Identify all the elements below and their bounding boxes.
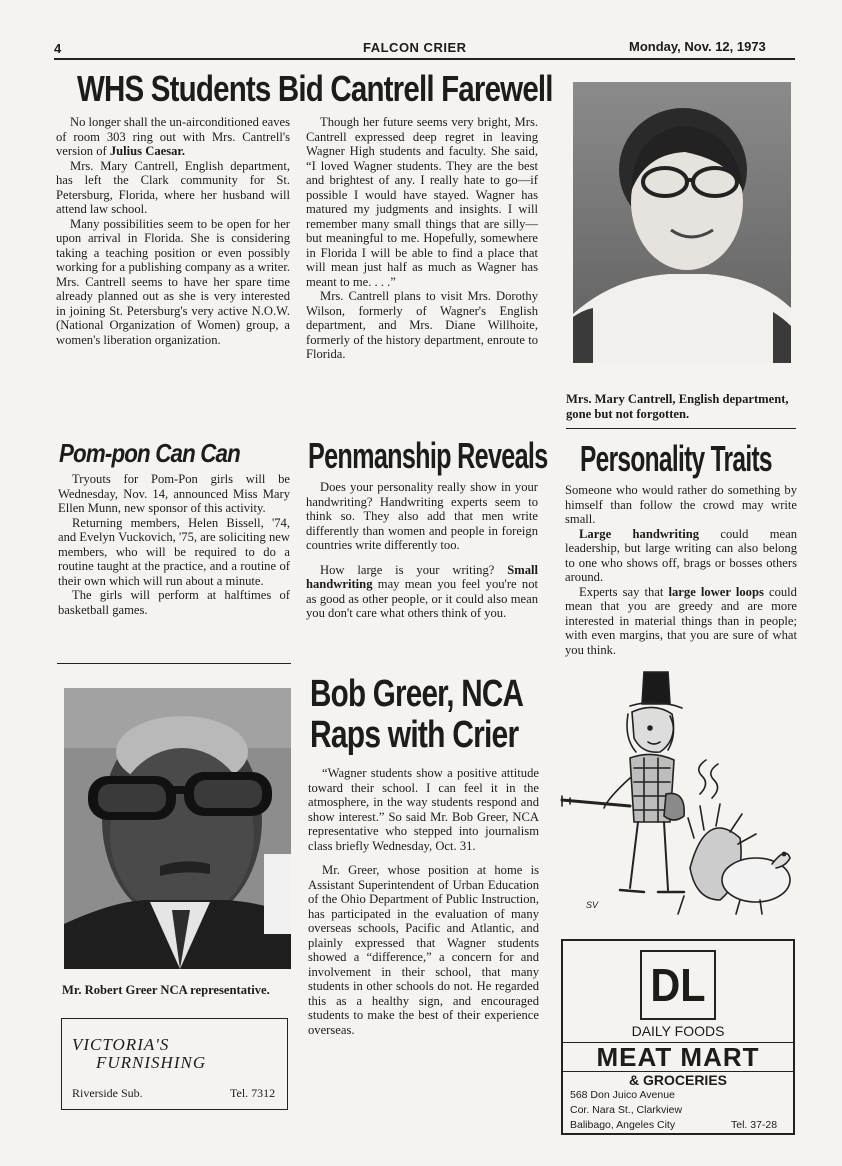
cantrell-paragraph bbox=[56, 115, 290, 159]
cantrell-paragraph: Mrs. Mary Cantrell, English department, has left the Clark community for St. Petersburg, Florida, where her husband will attend law school. bbox=[56, 158, 290, 216]
personality-text: Experts say that bbox=[579, 584, 669, 599]
dl-meat-mart-ad bbox=[561, 939, 795, 1135]
personality-paragraph bbox=[565, 527, 797, 585]
victoria-phone: Tel. 7312 bbox=[230, 1086, 276, 1100]
julius-caesar-title: Julius Caesar. bbox=[109, 144, 185, 158]
pompon-paragraph: The girls will perform at halftimes of basketball games. bbox=[58, 588, 290, 617]
cantrell-photo-caption: Mrs. Mary Cantrell, English department, gone but not forgotten. bbox=[566, 392, 789, 421]
cantrell-column-2 bbox=[306, 115, 538, 362]
personality-text: could mean leadership, but large writing can also belong to one who shows off, brags or bosses others around. bbox=[565, 526, 797, 584]
dl-logo-box bbox=[640, 950, 716, 1020]
greer-paragraph: Mr. Greer, whose position at home is Assistant Superintendent of Urban Education of the Ohio Department of Public Instruction, has participated in the evaluation of many overseas schools, Pacific and Atlantic, and plainly expressed that Wagner students showed a “difference,” a concern for and involvement in their school, that many students in other schools do not. He regarded this as a healthy sign, and encouraged students to make the best of their experience overseas. bbox=[308, 863, 539, 1037]
penmanship-headline: Penmanship Reveals bbox=[308, 435, 548, 476]
cantrell-headline: WHS Students Bid Cantrell Farewell bbox=[77, 68, 553, 109]
dl-meat-mart: MEAT MART bbox=[563, 1042, 793, 1072]
cantrell-paragraph: Mrs. Cantrell plans to visit Mrs. Dorothy Wilson, formerly of Wagner's English department, and Mrs. Diane Willhoite, formerly of the history department, enroute to Florida. bbox=[306, 289, 538, 361]
penmanship-text: How large is your writing? bbox=[320, 562, 508, 577]
greer-headline-line-1: Bob Greer, NCA bbox=[310, 673, 524, 715]
penmanship-column bbox=[306, 480, 538, 621]
personality-column bbox=[565, 483, 797, 657]
header-rule bbox=[54, 58, 795, 60]
cantrell-photo bbox=[573, 82, 791, 363]
dl-logo: DL bbox=[650, 959, 706, 1011]
page-number: 4 bbox=[54, 41, 62, 56]
pompon-paragraph: Returning members, Helen Bissell, '74, and Evelyn Vuckovich, '75, are soliciting new members, who will be required to do a routine taught at the practice, and a routine of their own which will run about a minute. bbox=[58, 515, 290, 588]
thanksgiving-illustration bbox=[560, 668, 800, 930]
personality-bold: Large handwriting bbox=[579, 526, 700, 541]
victoria-name-line-1: VICTORIA'S bbox=[72, 1035, 170, 1054]
pompon-headline: Pom-pon Can Can bbox=[59, 438, 240, 468]
dl-address-1: 568 Don Juico Avenue bbox=[570, 1089, 675, 1101]
greer-photo-caption: Mr. Robert Greer NCA representative. bbox=[62, 983, 270, 997]
victoria-name-line-2: FURNISHING bbox=[96, 1053, 207, 1072]
penmanship-bold: Small handwriting bbox=[306, 562, 538, 591]
personality-headline: Personality Traits bbox=[580, 438, 772, 479]
penmanship-text: may mean you feel you're not as good as other people, or it could also mean you don't care what others think of you. bbox=[306, 577, 538, 620]
cantrell-text: No longer shall the un-airconditioned eaves of room 303 ring out with Mrs. Cantrell's version of bbox=[56, 115, 290, 158]
victoria-furnishing-ad bbox=[61, 1018, 288, 1110]
paper-name: FALCON CRIER bbox=[363, 40, 467, 55]
pompon-rule bbox=[57, 663, 291, 664]
cantrell-paragraph: Many possibilities seem to be open for her upon arrival in Florida. She is considering taking a teaching position or even possibly working for a publishing company as a writer. Mrs. Cantrell seems to have her spare time already planned out as she is very interested in joining St. Petersburg's very active N.O.W. (National Organization of Women) group, a women's liberation organization. bbox=[56, 216, 290, 347]
victoria-location: Riverside Sub. bbox=[72, 1086, 143, 1100]
greer-headline-line-2: Raps with Crier bbox=[310, 714, 519, 756]
greer-photo bbox=[64, 688, 291, 969]
greer-column bbox=[308, 766, 539, 1037]
cantrell-column-1 bbox=[56, 115, 290, 347]
greer-paragraph: “Wagner students show a positive attitude toward their school. I can feel it in the atmosphere, in the way students respond and show interest.” So said Mr. Bob Greer, NCA representative who stepped into journalism class briefly Wednesday, Oct. 31. bbox=[308, 766, 539, 853]
dl-phone: Tel. 37-28 bbox=[731, 1119, 778, 1131]
issue-date: Monday, Nov. 12, 1973 bbox=[629, 39, 766, 54]
personality-paragraph: Someone who would rather do something by himself than follow the crowd may write small. bbox=[565, 483, 797, 526]
cantrell-paragraph: Though her future seems very bright, Mrs. Cantrell expressed deep regret in leaving Wagner High students and faculty. She said, “I loved Wagner students. They are the best and brightest of any. I really hate to go—if possible I would have stayed. Wagner has matured my judgments and insights. I will remember many small things that are silly—but meaningful to me. Hopefully, somewhere in Florida I will be able to find a place that will mean just half as much as Wagner has meant to me. . . .” bbox=[306, 115, 538, 289]
penmanship-paragraph bbox=[306, 563, 538, 621]
dl-daily-foods: DAILY FOODS bbox=[631, 1023, 725, 1039]
dl-groceries: & GROCERIES bbox=[628, 1072, 727, 1088]
personality-paragraph bbox=[565, 585, 797, 658]
pompon-column bbox=[58, 472, 290, 617]
illustrator-signature: SV bbox=[586, 900, 599, 910]
caption-rule bbox=[566, 428, 796, 429]
penmanship-paragraph: Does your personality really show in your handwriting? Handwriting experts seem to think so. They also add that men write differently than women and people in foreign countries write differently too. bbox=[306, 480, 538, 552]
personality-bold: large lower loops bbox=[668, 584, 764, 599]
personality-text: could mean that you are greedy and are more interested in material things than in people; with even margins, that you are sure of what you think. bbox=[565, 584, 797, 657]
dl-address-3: Balibago, Angeles City bbox=[570, 1119, 676, 1131]
dl-address-2: Cor. Nara St., Clarkview bbox=[570, 1104, 683, 1116]
pompon-paragraph: Tryouts for Pom-Pon girls will be Wednesday, Nov. 14, announced Miss Mary Ellen Munn, new sponsor of this activity. bbox=[58, 472, 290, 515]
